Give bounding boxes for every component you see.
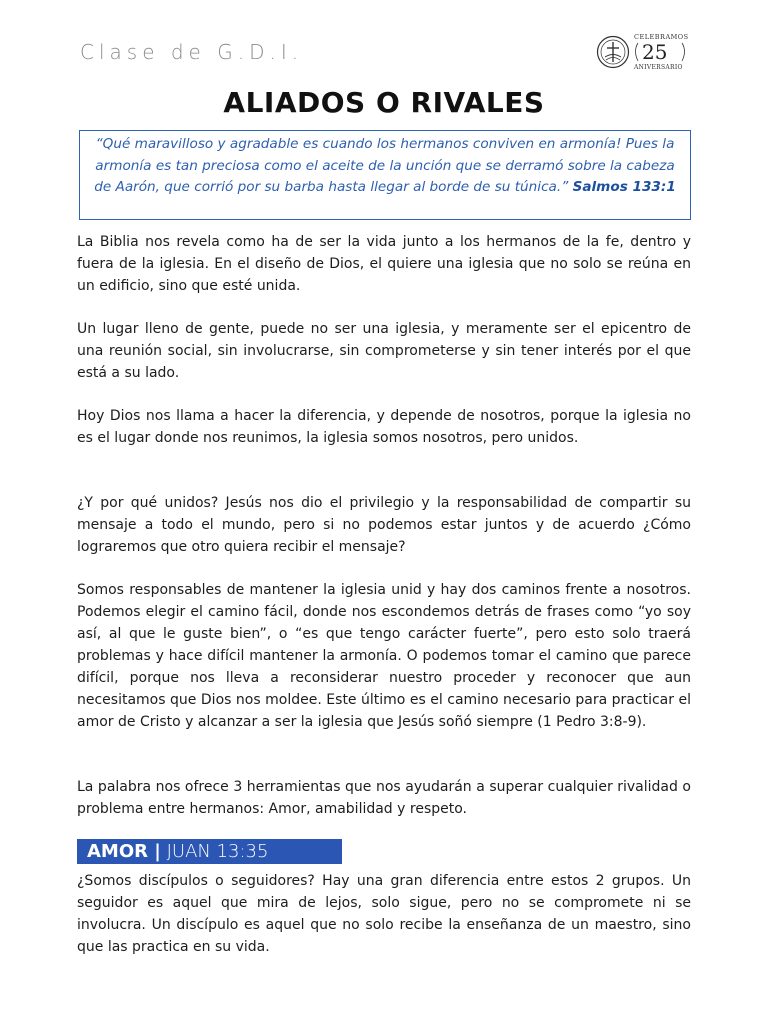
quote-reference: Salmos 133:1: [572, 179, 676, 195]
scripture-quote-box: [79, 130, 691, 220]
paragraph-3: Hoy Dios nos llama a hacer la diferencia, y depende de nosotros, porque la iglesia no es el lugar donde nos reunimos, la iglesia somos nosotros, pero unidos.: [77, 408, 691, 446]
paragraph-4: ¿Y por qué unidos? Jesús nos dio el privilegio y la responsabilidad de compartir su mensaje a todo el mundo, pero si no podemos estar juntos y de acuerdo ¿Cómo lograremos que otro quiera recibir el mensaje?: [77, 495, 691, 555]
class-title: Clase de G.D.I.: [80, 40, 304, 64]
section-reference: JUAN 13:35: [166, 841, 269, 862]
paragraph-5: Somos responsables de mantener la iglesia unid y hay dos caminos frente a nosotros. Podemos elegir el camino fácil, donde nos escondemos detrás de frases como “yo soy así, al que le guste bien”, o “es que tengo carácter fuerte”, pero esto solo traerá problemas y hace difícil mantener la armonía. O podemos tomar el camino que parece difícil, porque nos lleva a reconsiderar nuestro proceder y reconocer que aun necesitamos que Dios nos moldee. Este último es el camino necesario para practicar el amor de Cristo y alcanzar a ser la iglesia que Jesús soñó siempre (1 Pedro 3:8-9).: [77, 582, 691, 730]
logo-top-text: CELEBRAMOS: [634, 33, 689, 41]
church-seal-icon: [596, 35, 630, 69]
logo-bottom-text: ANIVERSARIO: [634, 64, 683, 71]
section-label: AMOR |: [87, 841, 161, 862]
paragraph-1: La Biblia nos revela como ha de ser la vida junto a los hermanos de la fe, dentro y fuera de la iglesia. En el diseño de Dios, el quiere una iglesia que no solo se reúna en un edificio, sino que esté unida.: [77, 234, 691, 294]
quote-text: “Qué maravilloso y agradable es cuando los hermanos conviven en armonía! Pues la armonía es tan preciosa como el aceite de la unción que se derramó sobre la cabeza de Aarón, que corrió por su barba hasta llegar al borde de su túnica.”: [94, 136, 675, 195]
paragraph-6: La palabra nos ofrece 3 herramientas que nos ayudarán a superar cualquier rivalidad o problema entre hermanos: Amor, amabilidad y respeto.: [77, 779, 691, 817]
anniversary-logo: [594, 33, 690, 73]
logo-anniversary-number: 25: [642, 40, 668, 64]
section-heading-amor: [77, 839, 342, 864]
laurel-icon: [630, 39, 690, 65]
paragraph-2: Un lugar lleno de gente, puede no ser una iglesia, y meramente ser el epicentro de una reunión social, sin involucrarse, sin comprometerse y sin tener interés por el que está a su lado.: [77, 321, 691, 381]
section-paragraph: ¿Somos discípulos o seguidores? Hay una gran diferencia entre estos 2 grupos. Un seguidor es aquel que mira de lejos, solo sigue, pero no se compromete ni se involucra. Un discípulo es aquel que no solo recibe la enseñanza de un maestro, sino que las practica en su vida.: [77, 873, 691, 955]
document-title: ALIADOS O RIVALES: [223, 86, 545, 119]
